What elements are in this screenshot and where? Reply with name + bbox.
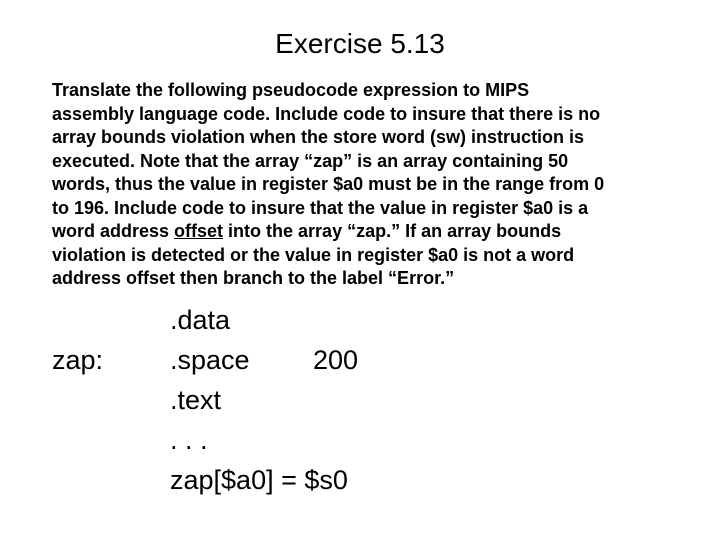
description-line: assembly language code. Include code to insure that there is no	[52, 103, 601, 124]
description-line: Translate the following pseudocode expression to MIPS	[52, 80, 530, 100]
description-line: address offset then branch to the label “Error.”	[52, 268, 455, 288]
description-line: words, thus the value in register $a0 must be in the range from 0	[52, 174, 605, 194]
space-operand: 200	[313, 345, 359, 375]
description-line: array bounds violation when the store word (sw) instruction is	[52, 127, 585, 147]
description-text: word address	[52, 221, 175, 241]
description-text: into the array “zap.” If an array bounds	[223, 221, 562, 241]
code-line-space: .space	[170, 345, 250, 375]
code-label-zap: zap:	[52, 345, 104, 375]
code-line-store: zap[$a0] = $s0	[170, 465, 348, 495]
code-block	[170, 300, 348, 500]
code-line-data: .data	[170, 305, 231, 335]
slide-title: Exercise 5.13	[275, 28, 445, 59]
description-line: executed. Note that the array “zap” is an array containing 50	[52, 150, 569, 171]
code-line-ellipsis: . . .	[170, 425, 208, 455]
description-line: to 196. Include code to insure that the value in register $a0 is a	[52, 197, 589, 218]
description-line	[52, 220, 692, 244]
underlined-offset: offset	[174, 221, 224, 241]
exercise-description	[52, 79, 692, 291]
code-line-text: .text	[170, 385, 222, 415]
description-line: violation is detected or the value in register $a0 is not a word	[52, 244, 575, 265]
